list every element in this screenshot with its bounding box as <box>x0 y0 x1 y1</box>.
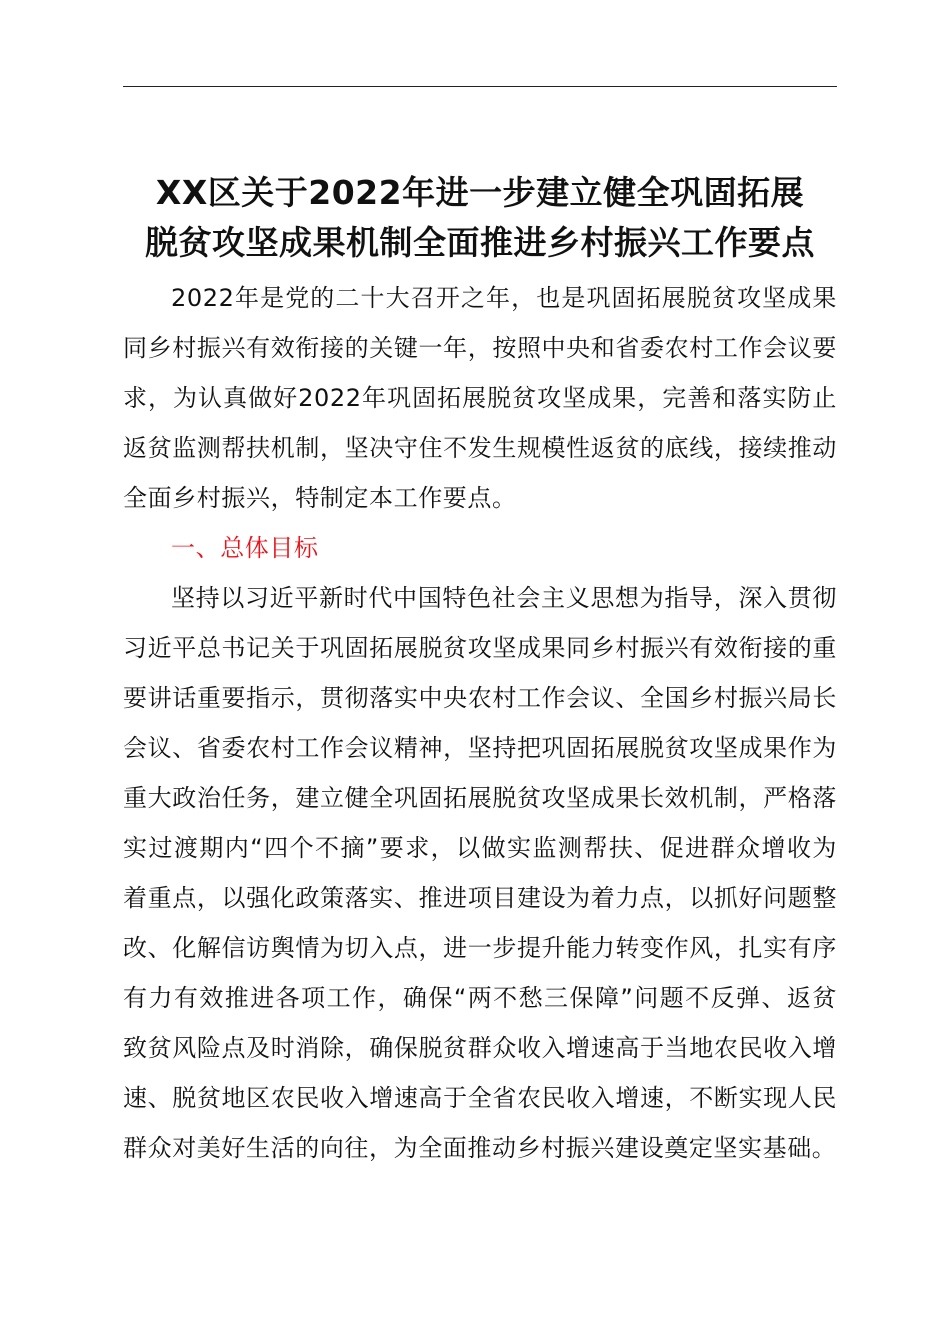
intro-paragraph: 2022年是党的二十大召开之年，也是巩固拓展脱贫攻坚成果同乡村振兴有效衔接的关键一年，按照中央和省委农村工作会议要求，为认真做好2022年巩固拓展脱贫攻坚成果，完善和落实防止返贫监测帮扶机制，坚决守住不发生规模性返贫的底线，接续推动全面乡村振兴，特制定本工作要点。 <box>123 284 837 512</box>
section-heading: 一、总体目标 <box>171 534 319 562</box>
intro-section <box>123 273 837 523</box>
document-title <box>110 168 850 268</box>
title-line-1: XX区关于2022年进一步建立健全巩固拓展 <box>155 173 805 213</box>
title-line-2: 脱贫攻坚成果机制全面推进乡村振兴工作要点 <box>145 223 815 263</box>
header-divider <box>123 86 837 87</box>
section-1-body <box>123 573 837 1173</box>
goal-paragraph: 坚持以习近平新时代中国特色社会主义思想为指导，深入贯彻习近平总书记关于巩固拓展脱贫攻坚成果同乡村振兴有效衔接的重要讲话重要指示，贯彻落实中央农村工作会议、全国乡村振兴局长会议、省委农村工作会议精神，坚持把巩固拓展脱贫攻坚成果作为重大政治任务，建立健全巩固拓展脱贫攻坚成果长效机制，严格落实过渡期内“四个不摘”要求，以做实监测帮扶、促进群众增收为着重点，以强化政策落实、推进项目建设为着力点，以抓好问题整改、化解信访舆情为切入点，进一步提升能力转变作风，扎实有序有力有效推进各项工作，确保“两不愁三保障”问题不反弹、返贫致贫风险点及时消除，确保脱贫群众收入增速高于当地农民收入增速、脱贫地区农民收入增速高于全省农民收入增速，不断实现人民群众对美好生活的向往，为全面推动乡村振兴建设奠定坚实基础。 <box>123 584 837 1162</box>
section-1-heading-wrap <box>123 523 837 573</box>
